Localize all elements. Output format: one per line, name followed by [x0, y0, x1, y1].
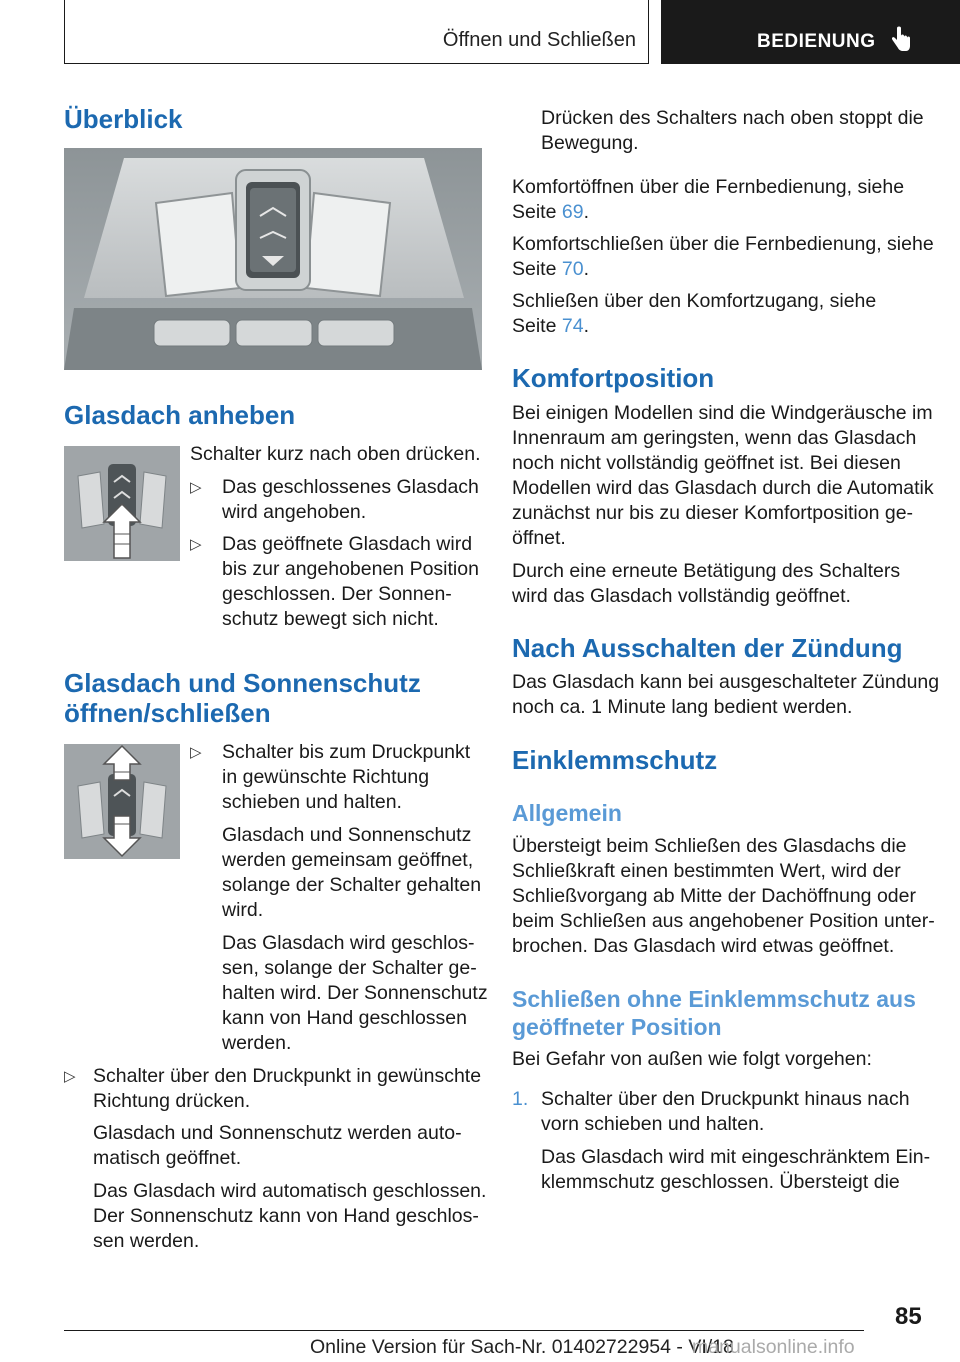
open-para-1-l4: wird.: [222, 899, 264, 921]
text-line: Das geschlossenes Glasdach: [222, 476, 479, 498]
step-number: 1.: [512, 1088, 529, 1110]
heading-general: Allgemein: [512, 800, 622, 826]
text-line: Schalter über den Druckpunkt hinaus nach: [541, 1088, 910, 1110]
step1-para-l1: Das Glasdach wird mit eingeschränktem Ein-: [541, 1146, 931, 1168]
heading-close-without-pinch-2: geöffneter Position: [512, 1014, 722, 1040]
open-para-2-l4: kann von Hand geschlossen: [222, 1007, 467, 1029]
bullet-marker: ▷: [190, 744, 202, 761]
bullet-marker: ▷: [190, 536, 202, 553]
general-l5: brochen. Das Glasdach wird etwas geöffnet.: [512, 935, 895, 957]
text-line: schieben und halten.: [222, 791, 402, 813]
heading-raise: Glasdach anheben: [64, 400, 296, 430]
text: Seite: [512, 201, 562, 223]
page-link-70[interactable]: 70: [561, 258, 584, 280]
overhead-console-image: [64, 148, 482, 370]
general-l1: Übersteigt beim Schließen des Glasdachs die: [512, 835, 907, 857]
open-para-3-l2: matisch geöffnet.: [93, 1147, 242, 1169]
text: .: [583, 201, 589, 223]
heading-after-ignition: Nach Ausschalten der Zündung: [512, 633, 903, 663]
switch-raise-image: [64, 446, 180, 561]
open-para-4-l1: Das Glasdach wird automatisch geschlossen.: [93, 1180, 487, 1202]
header-section-box: [64, 0, 649, 64]
comfort-l4: Modellen wird das Glasdach durch die Automatik: [512, 477, 934, 499]
text-line: vorn schieben und halten.: [541, 1113, 765, 1135]
heading-open-close-1: Glasdach und Sonnenschutz: [64, 668, 421, 698]
heading-overview: Überblick: [64, 104, 183, 134]
open-para-1-l1: Glasdach und Sonnenschutz: [222, 824, 472, 846]
raise-intro: Schalter kurz nach oben drücken.: [190, 443, 481, 465]
text: .: [583, 258, 589, 280]
heading-open-close-2: öffnen/schließen: [64, 698, 271, 728]
page-link-74[interactable]: 74: [561, 315, 584, 337]
open-para-1-l2: werden gemeinsam geöffnet,: [222, 849, 474, 871]
danger-intro: Bei Gefahr von außen wie folgt vorgehen:: [512, 1048, 872, 1070]
heading-close-without-pinch-1: Schließen ohne Einklemmschutz aus: [512, 986, 916, 1012]
open-para-3-l1: Glasdach und Sonnenschutz werden auto-: [93, 1122, 462, 1144]
page-number: 85: [895, 1303, 922, 1330]
text-line: geschlossen. Der Sonnen-: [222, 583, 452, 605]
remote-open-l1: Komfortöffnen über die Fernbedienung, siehe: [512, 176, 905, 198]
comfort-l2: Innenraum am geringsten, wenn das Glasdach: [512, 427, 917, 449]
comfort-l5: zunächst nur bis zu dieser Komfortposition ge-: [512, 502, 914, 524]
text-line: Schalter bis zum Druckpunkt: [222, 741, 471, 763]
comfort-l1: Bei einigen Modellen sind die Windgeräusche im: [512, 402, 933, 424]
comfort-close-l2: [512, 314, 589, 339]
cont-l1: Drücken des Schalters nach oben stoppt die: [541, 107, 924, 129]
open-para-2-l5: werden.: [222, 1032, 292, 1054]
step1-para-l2: klemmschutz geschlossen. Übersteigt die: [541, 1171, 900, 1193]
open-para-2-l3: halten wird. Der Sonnenschutz: [222, 982, 488, 1004]
ignition-l2: noch ca. 1 Minute lang bedient werden.: [512, 696, 853, 718]
comfort2-l1: Durch eine erneute Betätigung des Schalters: [512, 560, 901, 582]
header-chapter-box: [661, 0, 960, 64]
bullet-marker: ▷: [190, 479, 202, 496]
remote-close-l1: Komfortschließen über die Fernbedienung, siehe: [512, 233, 934, 255]
remote-close-l2: [512, 257, 589, 282]
text-line: in gewünschte Richtung: [222, 766, 430, 788]
text: Seite: [512, 258, 562, 280]
text-line: Richtung drücken.: [93, 1090, 251, 1112]
footer-divider: [64, 1330, 864, 1331]
open-para-4-l3: sen werden.: [93, 1230, 200, 1252]
comfort-l3: noch nicht vollständig geöffnet ist. Bei diesen: [512, 452, 901, 474]
text: Seite: [512, 315, 562, 337]
text: .: [583, 315, 589, 337]
heading-comfort-position: Komfortposition: [512, 363, 715, 393]
ignition-l1: Das Glasdach kann bei ausgeschalteter Zündung: [512, 671, 940, 693]
general-l3: Schließvorgang ab Mitte der Dachöffnung oder: [512, 885, 916, 907]
comfort-l6: öffnet.: [512, 527, 566, 549]
text-line: Schalter über den Druckpunkt in gewünschte: [93, 1065, 482, 1087]
general-l2: Schließkraft einen bestimmten Wert, wird der: [512, 860, 901, 882]
text-line: bis zur angehobenen Position: [222, 558, 479, 580]
cont-l2: Bewegung.: [541, 132, 639, 154]
footer-online-version: Online Version für Sach-Nr. 01402722954 - VI/18: [310, 1336, 734, 1358]
comfort2-l2: wird das Glasdach vollständig geöffnet.: [512, 585, 851, 607]
page-link-69[interactable]: 69: [561, 201, 584, 223]
heading-pinch-protection: Einklemmschutz: [512, 745, 718, 775]
general-l4: beim Schließen aus angehobener Position unter-: [512, 910, 935, 932]
bullet-marker: ▷: [64, 1068, 76, 1085]
watermark: manualsonline.info: [692, 1336, 855, 1358]
open-para-2-l2: sen, solange der Schalter ge-: [222, 957, 477, 979]
header-section-title: Öffnen und Schließen: [442, 29, 636, 51]
open-para-4-l2: Der Sonnenschutz kann von Hand geschlos-: [93, 1205, 479, 1227]
remote-open-l2: [512, 200, 589, 225]
open-para-1-l3: solange der Schalter gehalten: [222, 874, 482, 896]
switch-open-close-image: [64, 744, 180, 859]
text-line: Das geöffnete Glasdach wird: [222, 533, 473, 555]
text-line: wird angehoben.: [222, 501, 367, 523]
text-line: schutz bewegt sich nicht.: [222, 608, 439, 630]
open-para-2-l1: Das Glasdach wird geschlos-: [222, 932, 475, 954]
header-chapter-title: BEDIENUNG: [757, 31, 876, 52]
comfort-close-l1: Schließen über den Komfortzugang, siehe: [512, 290, 877, 312]
hand-pointer-icon: [891, 26, 911, 52]
